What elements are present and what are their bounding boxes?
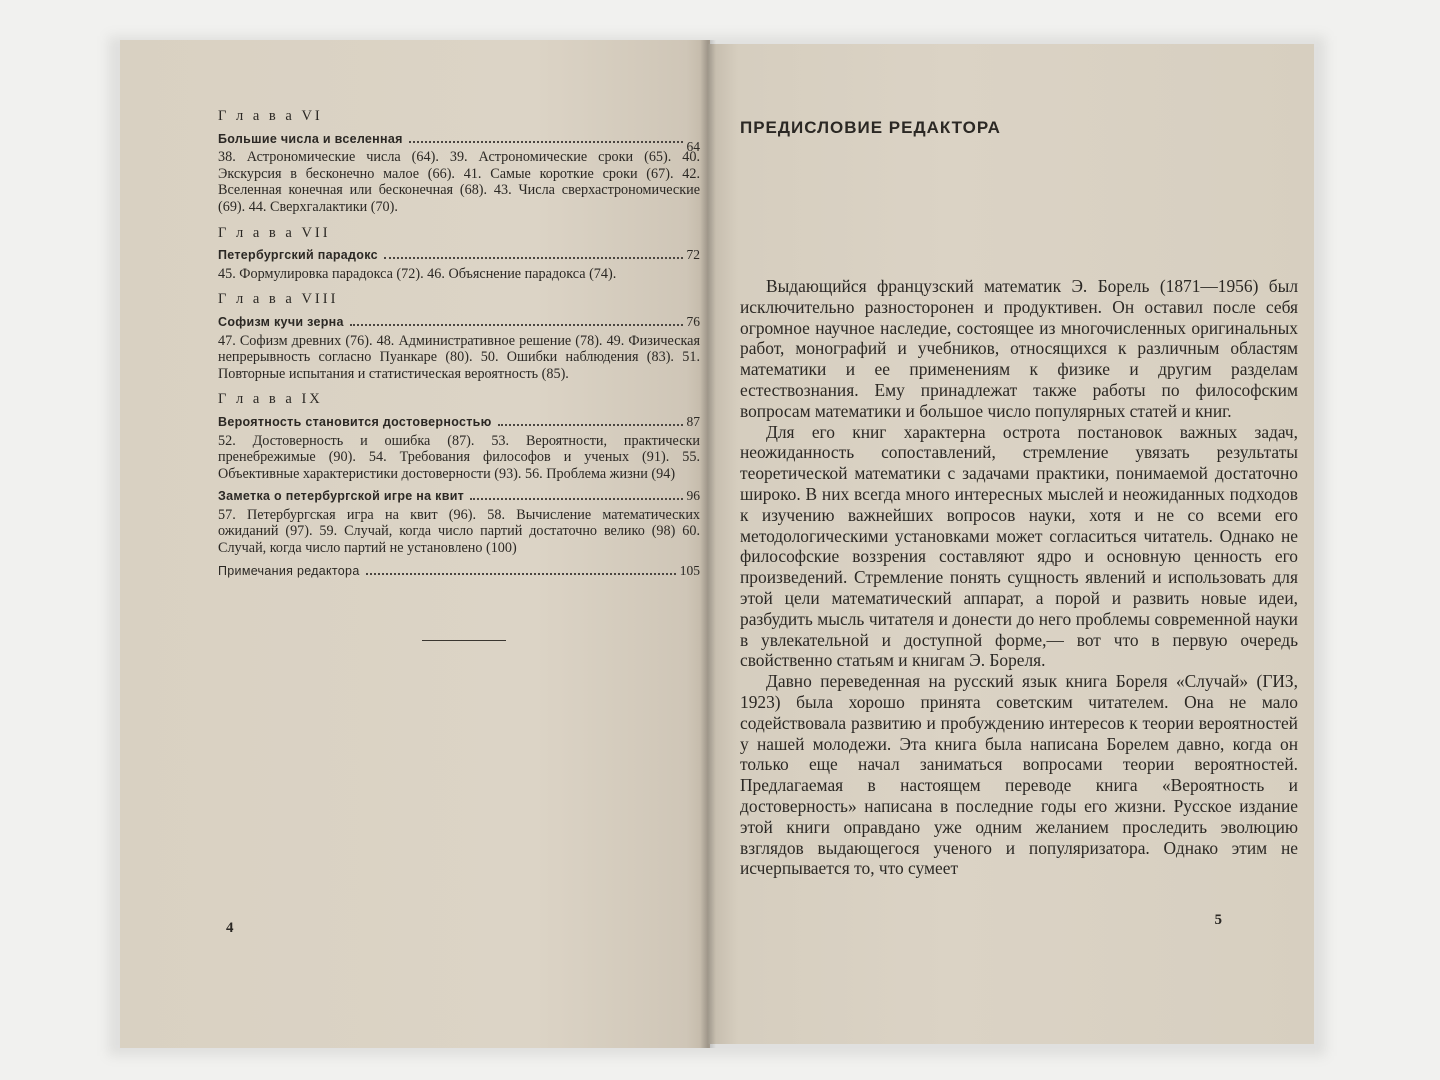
dot-leader [350,323,683,326]
toc-chapter [218,108,700,216]
toc-page-number: 64 [686,138,700,154]
preface-paragraph: Для его книг характерна острота постановок важных задач, неожиданность сопоставлений, стремление увязать результаты теоретической математики с задачами практики, понимаемой достаточно широко. В них всегда много интересных мыслей и неожиданных подходов к изучению важнейших вопросов науки, хотя и не со всеми его методологическими установками может согласиться читатель. Однако не философские воззрения составляют ядро и основную ценность его произведений. Стремление понять сущность явлений и использовать для этой цели математический аппарат, а порой и развить новые идеи, разбудить мысль читателя и донести до него проблемы современной науки в увлекательной и доступной форме,— вот что в первую очередь свойственно статьям и книгам Э. Бореля. [740,421,1298,671]
toc-chapter [218,291,700,382]
toc-entry [218,488,700,505]
toc-entry-title: Софизм кучи зерна [218,314,344,329]
toc-entry [218,563,700,580]
toc-sections: 45. Формулировка парадокса (72). 46. Объяснение парадокса (74). [218,265,617,282]
book-gutter [700,40,716,1048]
toc-page-number: 96 [686,488,700,504]
toc-page-number: 87 [686,413,700,429]
toc-sections: 38. Астрономические числа (64). 39. Астрономические сроки (65). 40. Экскурсия в бесконечно малое (66). 41. Самые короткие сроки (67). 42. Вселенная конечная или бесконечная (68). 43. Числа сверхастрономические (69). 44. Сверхгалактики (70). [218,149,700,215]
toc-entry-title: Большие числа и вселенная [218,131,403,146]
toc-page-number: 72 [686,247,700,263]
toc-entry-title: Петербургский парадокс [218,248,378,263]
toc-entry-title: Вероятность становится достоверностью [218,414,492,429]
chapter-label: Г л а в а IX [218,391,323,408]
page-number-right: 5 [1214,912,1222,928]
page-number-left: 4 [226,920,234,936]
toc-entry [218,314,700,331]
chapter-label: Г л а в а VIII [218,291,339,308]
toc-entry-title: Примечания редактора [218,563,360,578]
toc-entry [218,414,700,431]
toc-entry [218,131,700,154]
table-of-contents [218,108,700,588]
end-rule [422,640,506,641]
toc-sections: 52. Достоверность и ошибка (87). 53. Вероятности, практически пренебрежимые (90). 54. Требования философов и ученых (91). 55. Объективные характеристики достоверности (93). 56. Проблема жизни (94) [218,432,700,482]
preface-body [740,276,1298,879]
chapter-label: Г л а в а VI [218,108,323,124]
dot-leader [498,423,683,426]
right-page [708,44,1314,1044]
toc-page-number: 76 [686,313,700,329]
dot-leader [470,497,682,500]
toc-chapter [218,391,700,579]
chapter-label: Г л а в а VII [218,224,331,241]
toc-entry [218,247,700,264]
toc-chapter [218,225,700,283]
left-page [120,40,710,1048]
dot-leader [384,256,683,259]
dot-leader [366,572,676,575]
preface-title: ПРЕДИСЛОВИЕ РЕДАКТОРА [740,118,1001,137]
toc-sections: 47. Софизм древних (76). 48. Административное решение (78). 49. Физическая непрерывность согласно Пуанкаре (80). 50. Ошибки наблюдения (83). 51. Повторные испытания и статистическая вероятность (85). [218,332,700,382]
preface-paragraph: Давно переведенная на русский язык книга Бореля «Случай» (ГИЗ, 1923) была хорошо принята советским читателем. Она не мало содействовала развитию и пробуждению интересов к теории вероятностей у нашей молодежи. Эта книга была написана Борелем давно, когда он только еще начал заниматься вопросами теории вероятностей. Предлагаемая в настоящем переводе книга «Вероятность и достоверность» написана в последние годы его жизни. Русское издание этой книги оправдано уже одним желанием проследить эволюцию взглядов выдающегося ученого и популяризатора. Однако этим не исчерпывается то, что сумеет [740,671,1298,879]
preface-paragraph: Выдающийся французский математик Э. Борель (1871—1956) был исключительно разносторонен и продуктивен. Он оставил после себя огромное научное наследие, состоящее из многочисленных оригинальных работ, монографий и учебников, относящихся к различным областям математики и ее применениям к физике и другим разделам естествознания. Ему принадлежат также работы по философским вопросам математики и большое число популярных статей и книг. [740,276,1298,421]
toc-page-number: 105 [679,562,700,578]
dot-leader [409,140,683,143]
toc-sections: 57. Петербургская игра на квит (96). 58. Вычисление математических ожиданий (97). 59. Случай, когда число партий достаточно велико (98) 60. Случай, когда число партий не установлено (100) [218,506,700,557]
toc-entry-title: Заметка о петербургской игре на квит [218,489,465,504]
